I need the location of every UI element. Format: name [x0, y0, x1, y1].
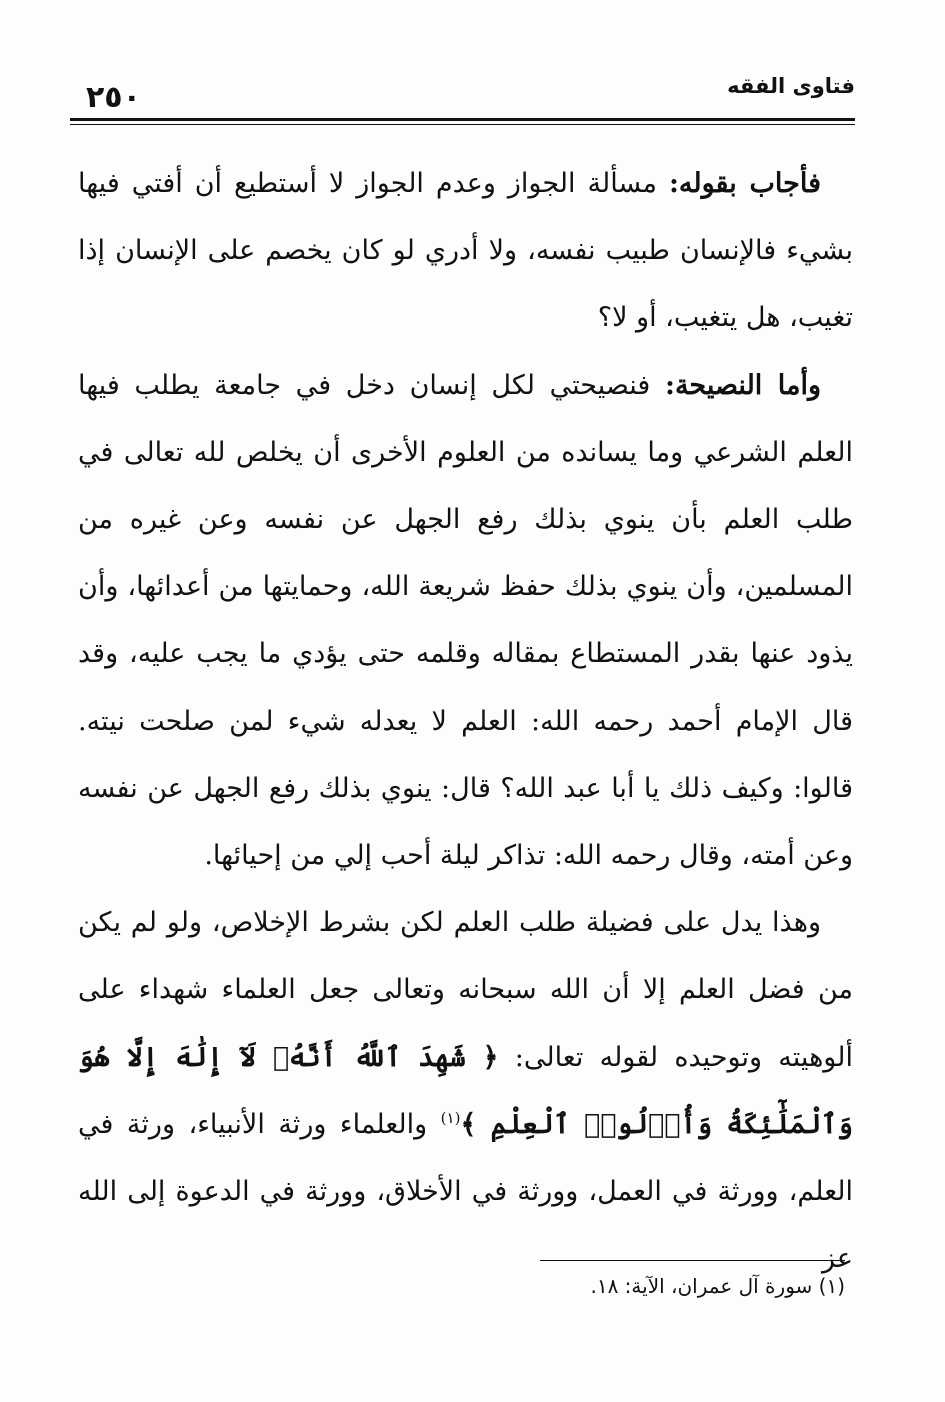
paragraph-answer: [78, 150, 853, 352]
answer-lead: فأجاب بقوله:: [668, 168, 821, 199]
footnote-separator: [540, 1260, 845, 1261]
header-rule-thin: [70, 124, 855, 125]
paragraph-virtue: [78, 889, 853, 1292]
footnote: (١) سورة آل عمران، الآية: ١٨.: [590, 1274, 845, 1298]
advice-text: فنصيحتي لكل إنسان دخل في جامعة يطلب فيها العلم الشرعي وما يسانده من العلوم الأخرى أن يخلص لله تعالى في طلب العلم بأن ينوي بذلك رفع الجهل عن نفسه وعن غيره من المسلمين، وأن ينوي بذلك حفظ شريعة الله، وحمايتها من أعدائها، وأن يذود عنها بقدر المستطاع بمقاله وقلمه حتى يؤدي ما يجب عليه، وقد قال الإمام أحمد رحمه الله: العلم لا يعدله شيء لمن صلحت نيته. قالوا: وكيف ذلك يا أبا عبد الله؟ قال: ينوي بذلك رفع الجهل عن نفسه وعن أمته، وقال رحمه الله: تذاكر ليلة أحب إلي من إحيائها.: [78, 369, 853, 872]
page-header: [70, 74, 855, 122]
page-number: ٢٥٠: [86, 80, 141, 115]
virtue-text-after: والعلماء ورثة الأنبياء، ورثة في العلم، وورثة في العمل، وورثة في الأخلاق، وورثة في الدعوة إلى الله عز: [78, 1108, 853, 1275]
body-text: [78, 150, 853, 1292]
book-title: فتاوى الفقه: [727, 74, 855, 98]
footnote-marker: (١): [440, 1108, 461, 1127]
quran-verse: ﴿ شَهِدَ ٱللَّهُ أَنَّهُۥ لَآ إِلَٰهَ إِلَّا هُوَ وَٱلْمَلَٰٓئِكَةُ وَأُو۟لُوا۟ ٱلْعِلْمِ ﴾: [78, 1041, 853, 1140]
answer-text: مسألة الجواز وعدم الجواز لا أستطيع أن أفتي فيها بشيء فالإنسان طبيب نفسه، ولا أدري لو كان يخصم على الإنسان إذا تغيب، هل يتغيب، أو لا؟: [78, 168, 853, 334]
paragraph-advice: [78, 352, 853, 890]
header-rule-thick: [70, 118, 855, 121]
advice-lead: وأما النصيحة:: [664, 369, 821, 401]
virtue-text-before: وهذا يدل على فضيلة طلب العلم لكن بشرط الإخلاص، ولو لم يكن من فضل العلم إلا أن الله سبحانه وتعالى جعل العلماء شهداء على ألوهيته وتوحيده لقوله تعالى:: [78, 907, 853, 1073]
